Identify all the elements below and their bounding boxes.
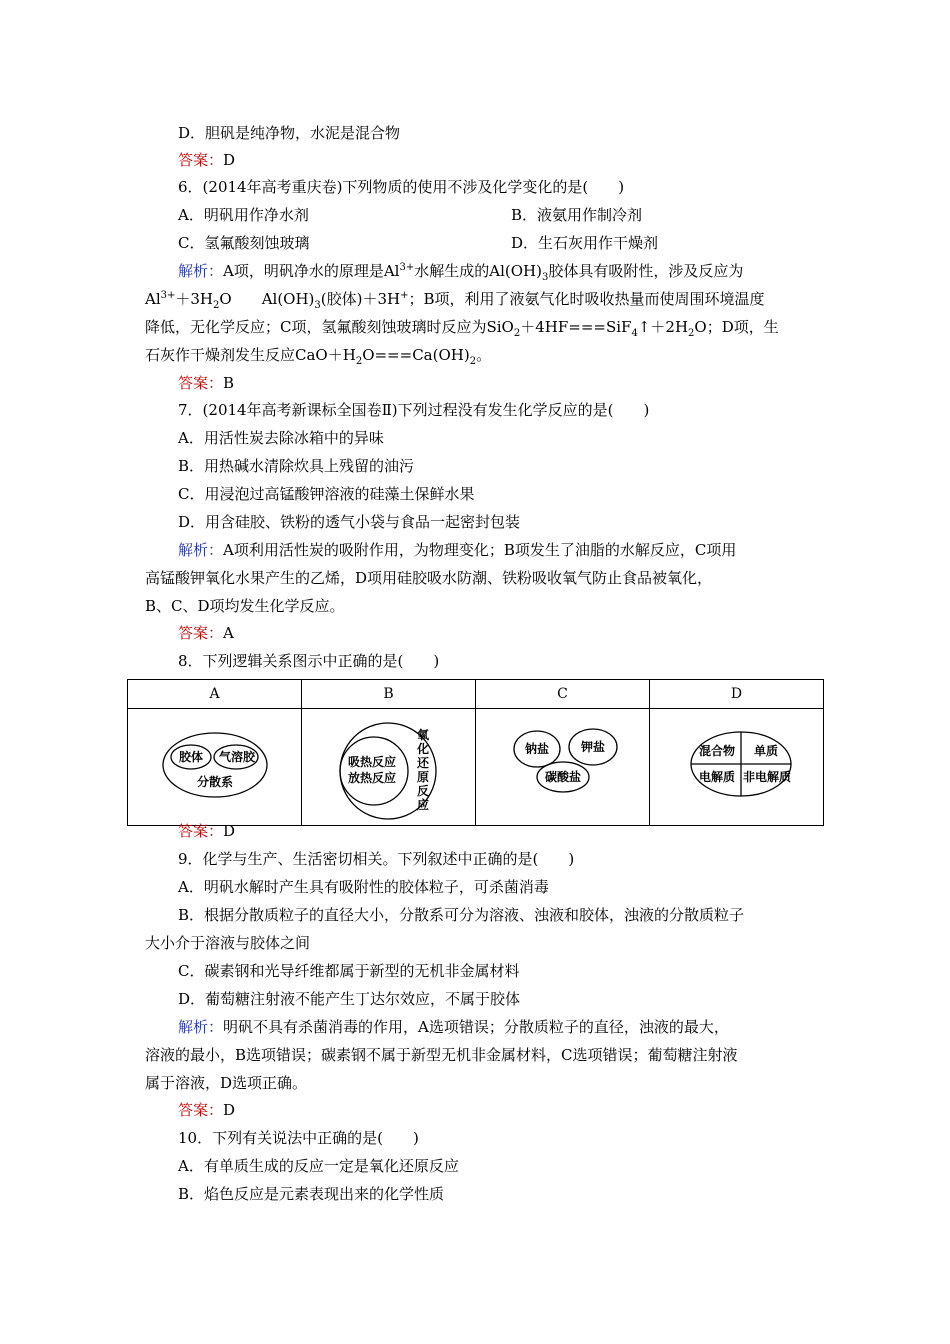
text: O Al(OH) [219,290,315,308]
q7-explanation-line3: B、C、D项均发生化学反应。 [145,597,345,615]
subscript: 2 [469,356,477,367]
label-redox-char: 原 [416,770,429,784]
label-redox-char: 应 [416,798,429,812]
q9-explanation-line3: 属于溶液，D选项正确。 [145,1074,308,1092]
superscript: 3+ [160,290,176,301]
label-aerosol: 气溶胶 [218,750,255,764]
label-redox-char: 化 [416,742,429,756]
subscript: 3 [541,272,549,283]
text: Al [145,290,161,308]
text: ＋3H [175,290,214,308]
subscript: 3 [314,300,321,311]
label-redox-char: 反 [416,784,429,798]
q6-option-b: B．液氨用作制冷剂 [511,206,643,224]
q7-explanation-line1 [178,540,736,560]
diagram-cell-d [650,709,824,826]
label-redox-char: 氧 [416,728,429,742]
diagram-a [130,709,300,821]
answer-value: B [223,374,235,392]
explanation-label: 解析： [178,262,224,280]
q8-stem: 8．下列逻辑关系图示中正确的是( ) [178,652,440,670]
q9-option-d: D．葡萄糖注射液不能产生丁达尔效应，不属于胶体 [178,990,521,1008]
subscript: 4 [631,328,638,339]
label-redox-char: 还 [416,756,429,770]
text: 降低，无化学反应；C项，氢氟酸刻蚀玻璃时反应为SiO [145,318,514,336]
header-a: A [128,680,302,709]
q9-stem: 9．化学与生产、生活密切相关。下列叙述中正确的是( ) [178,850,575,868]
label-mixture: 混合物 [698,744,736,758]
text: 胶体具有吸附性，涉及反应为 [548,262,744,280]
q9-answer [178,1100,235,1120]
text: ＋4HF===SiF [520,318,632,336]
answer-label: 答案： [178,624,224,642]
subscript: 2 [688,328,695,339]
q7-stem: 7．(2014年高考新课标全国卷Ⅱ)下列过程没有发生化学反应的是( ) [178,401,650,419]
q9-option-c: C．碳素钢和光导纤维都属于新型的无机非金属材料 [178,962,520,980]
answer-value: A [223,624,234,642]
q9-option-b-line1: B．根据分散质粒子的直径大小，分散系可分为溶液、浊液和胶体，浊液的分散质粒子 [178,906,745,924]
text: A项，明矾净水的原理是Al [223,262,400,280]
text: 水解生成的Al(OH) [414,262,542,280]
answer-label: 答案： [178,151,224,169]
text: O===Ca(OH) [362,346,470,364]
diagram-cell-b [302,709,476,826]
q6-stem: 6．(2014年高考重庆卷)下列物质的使用不涉及化学变化的是( ) [178,178,625,196]
q9-option-b-line2: 大小介于溶液与胶体之间 [145,934,311,952]
q10-stem: 10．下列有关说法中正确的是( ) [178,1129,419,1147]
diagram-d [650,709,830,821]
logic-diagram-table [127,679,824,826]
header-c: C [476,680,650,709]
label-sodium: 钠盐 [524,742,549,756]
q6-explanation-line3 [145,317,779,337]
answer-label: 答案： [178,822,224,840]
answer-value: D [223,1101,236,1119]
label-release: 放热反应 [347,771,396,785]
q7-option-c: C．用浸泡过高锰酸钾溶液的硅藻土保鲜水果 [178,485,475,503]
q6-option-a: A．明矾用作净水剂 [178,206,309,224]
label-carbonate: 碳酸盐 [544,770,581,784]
answer-value: D [223,822,236,840]
q6-explanation-line4 [145,345,491,365]
superscript: 3+ [399,262,415,273]
label-element: 单质 [753,744,779,758]
diagram-b [304,709,474,821]
q8-answer [178,821,235,841]
label-nonelectrolyte: 非电解质 [742,770,792,784]
table-header-row [128,680,824,709]
q6-explanation-line2 [145,289,765,309]
text: ；B项，利用了液氨气化时吸收热量而使周围环境温度 [408,290,765,308]
q6-option-d: D．生石灰用作干燥剂 [511,234,659,252]
text: ↑＋2H [637,318,689,336]
q5-option-d: D．胆矾是纯净物，水泥是混合物 [178,124,401,142]
diagram-cell-a [128,709,302,826]
answer-label: 答案： [178,1101,224,1119]
q9-option-a: A．明矾水解时产生具有吸附性的胶体粒子，可杀菌消毒 [178,878,549,896]
q7-option-a: A．用活性炭去除冰箱中的异味 [178,429,384,447]
header-d: D [650,680,824,709]
q7-explanation-line2: 高锰酸钾氧化水果产生的乙烯，D项用硅胶吸水防潮、铁粉吸收氧气防止食品被氧化， [145,569,713,587]
label-colloid: 胶体 [178,750,203,764]
explanation-label: 解析： [178,1018,224,1036]
label-dispersion: 分散系 [196,775,233,789]
label-electrolyte: 电解质 [698,770,736,784]
text: 。 [476,346,492,364]
q6-answer [178,373,234,393]
header-b: B [302,680,476,709]
label-potassium: 钾盐 [580,740,605,754]
label-absorb: 吸热反应 [347,755,396,769]
text: 石灰作干燥剂发生反应CaO＋H [145,346,356,364]
text: O；D项，生 [694,318,779,336]
q10-option-b: B．焰色反应是元素表现出来的化学性质 [178,1185,445,1203]
q7-answer [178,623,234,643]
q6-explanation-line1 [178,261,743,281]
subscript: 2 [213,300,220,311]
q7-option-d: D．用含硅胶、铁粉的透气小袋与食品一起密封包装 [178,513,521,531]
q6-option-c: C．氢氟酸刻蚀玻璃 [178,234,310,252]
subscript: 2 [513,328,521,339]
text: 明矾不具有杀菌消毒的作用，A选项错误；分散质粒子的直径，浊液的最大， [223,1018,729,1036]
diagram-cell-c [476,709,650,826]
q10-option-a: A．有单质生成的反应一定是氧化还原反应 [178,1157,459,1175]
answer-label: 答案： [178,374,224,392]
text: A项利用活性炭的吸附作用，为物理变化；B项发生了油脂的水解反应，C项用 [223,541,737,559]
q9-explanation-line1 [178,1017,729,1037]
subscript: 2 [355,356,363,367]
q9-explanation-line2: 溶液的最小，B选项错误；碳素钢不属于新型无机非金属材料，C选项错误；葡萄糖注射液 [145,1046,738,1064]
q7-option-b: B．用热碱水清除炊具上残留的油污 [178,457,415,475]
table-diagram-row [128,709,824,826]
explanation-label: 解析： [178,541,224,559]
answer-value: D [223,151,236,169]
superscript: + [400,290,409,301]
q5-answer [178,150,235,170]
text: (胶体)＋3H [320,290,401,308]
diagram-c [478,709,648,821]
